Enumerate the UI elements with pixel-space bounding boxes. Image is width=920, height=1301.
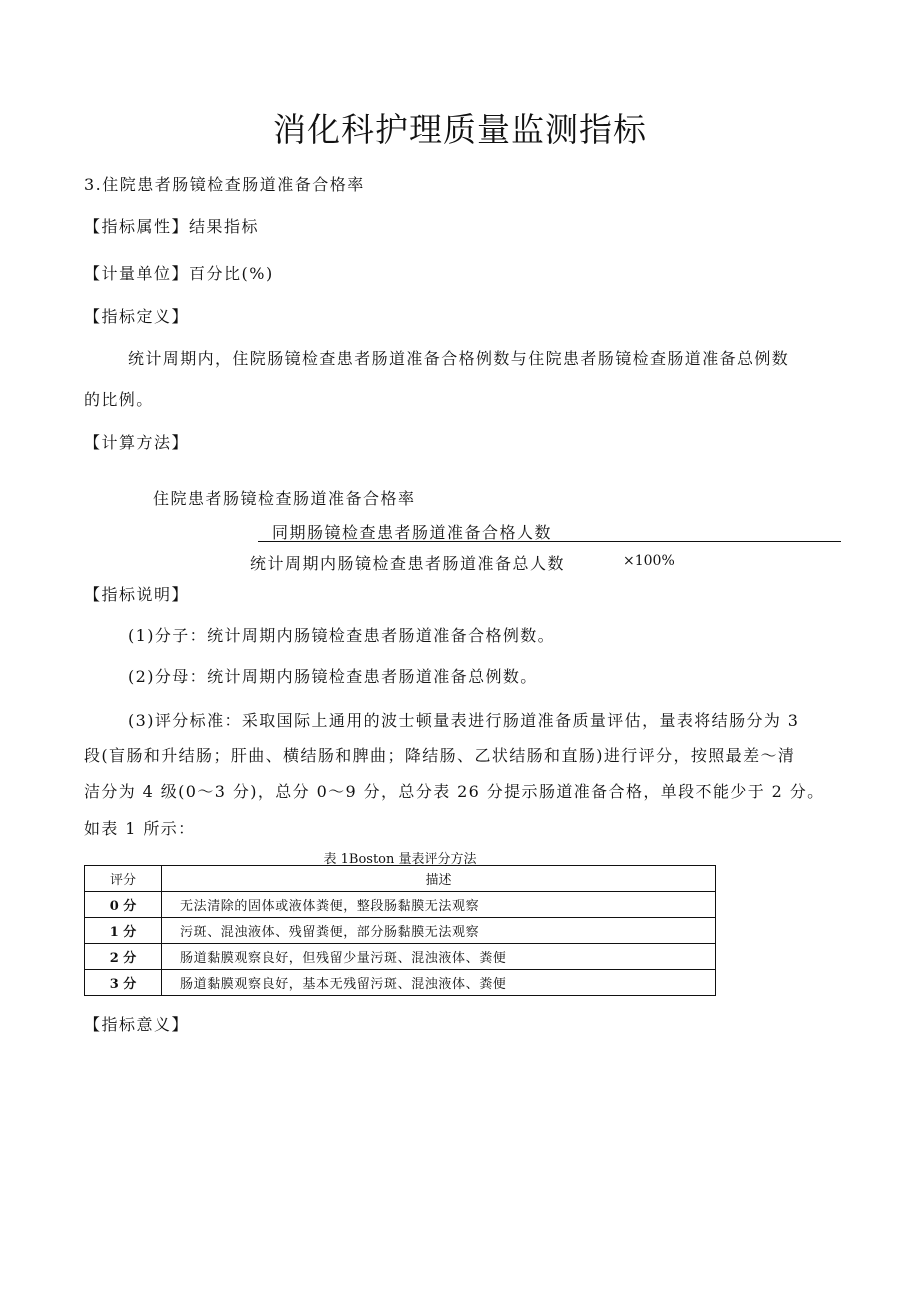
- table-row: [85, 970, 716, 996]
- score-cell: 0 分: [85, 892, 162, 918]
- description-cell: 无法清除的固体或液体粪便，整段肠黏膜无法观察: [162, 892, 716, 918]
- score-cell: 1 分: [85, 918, 162, 944]
- notes-label: 【指标说明】: [84, 585, 190, 604]
- table-header-row: [85, 866, 716, 892]
- measurement-unit: 【计量单位】百分比(%): [84, 264, 274, 283]
- table-row: [85, 944, 716, 970]
- description-cell: 肠道黏膜观察良好，基本无残留污斑、混浊液体、粪便: [162, 970, 716, 996]
- score-cell: 3 分: [85, 970, 162, 996]
- indicator-attribute: 【指标属性】结果指标: [84, 217, 260, 236]
- formula-denominator: 统计周期内肠镜检查患者肠道准备总人数: [250, 554, 566, 573]
- formula-lhs: 住院患者肠镜检查肠道准备合格率: [153, 489, 416, 508]
- header-description: 描述: [162, 866, 716, 892]
- note-scoring-line3: 洁分为 4 级(0～3 分)，总分 0～9 分，总分表 26 分提示肠道准备合格，单段不能少于 2 分。: [84, 782, 825, 801]
- table-row: [85, 918, 716, 944]
- note-denominator: (2)分母：统计周期内肠镜检查患者肠道准备总例数。: [128, 667, 538, 686]
- formula-numerator: 同期肠镜检查患者肠道准备合格人数: [272, 523, 553, 542]
- description-cell: 肠道黏膜观察良好，但残留少量污斑、混浊液体、粪便: [162, 944, 716, 970]
- table-caption: 表 1Boston 量表评分方法: [323, 852, 477, 867]
- description-cell: 污斑、混浊液体、残留粪便，部分肠黏膜无法观察: [162, 918, 716, 944]
- definition-text-line1: 统计周期内，住院肠镜检查患者肠道准备合格例数与住院患者肠镜检查肠道准备总例数: [128, 349, 790, 368]
- fraction-bar: [258, 541, 841, 542]
- score-cell: 2 分: [85, 944, 162, 970]
- significance-label: 【指标意义】: [84, 1015, 190, 1034]
- definition-text-line2: 的比例。: [84, 390, 154, 409]
- definition-label: 【指标定义】: [84, 307, 190, 326]
- note-scoring-line2: 段(盲肠和升结肠；肝曲、横结肠和脾曲；降结肠、乙状结肠和直肠)进行评分，按照最差～清: [84, 746, 796, 765]
- formula-multiplier: ×100%: [623, 553, 675, 569]
- header-score: 评分: [85, 866, 162, 892]
- boston-scale-table: [84, 865, 716, 996]
- page-title: 消化科护理质量监测指标: [273, 110, 647, 149]
- section-heading: 3.住院患者肠镜检查肠道准备合格率: [84, 175, 365, 194]
- note-numerator: (1)分子：统计周期内肠镜检查患者肠道准备合格例数。: [128, 626, 556, 645]
- table-row: [85, 892, 716, 918]
- note-scoring-line1: (3)评分标准：采取国际上通用的波士顿量表进行肠道准备质量评估，量表将结肠分为 3: [128, 711, 800, 730]
- note-scoring-line4: 如表 1 所示：: [84, 819, 196, 838]
- method-label: 【计算方法】: [84, 433, 190, 452]
